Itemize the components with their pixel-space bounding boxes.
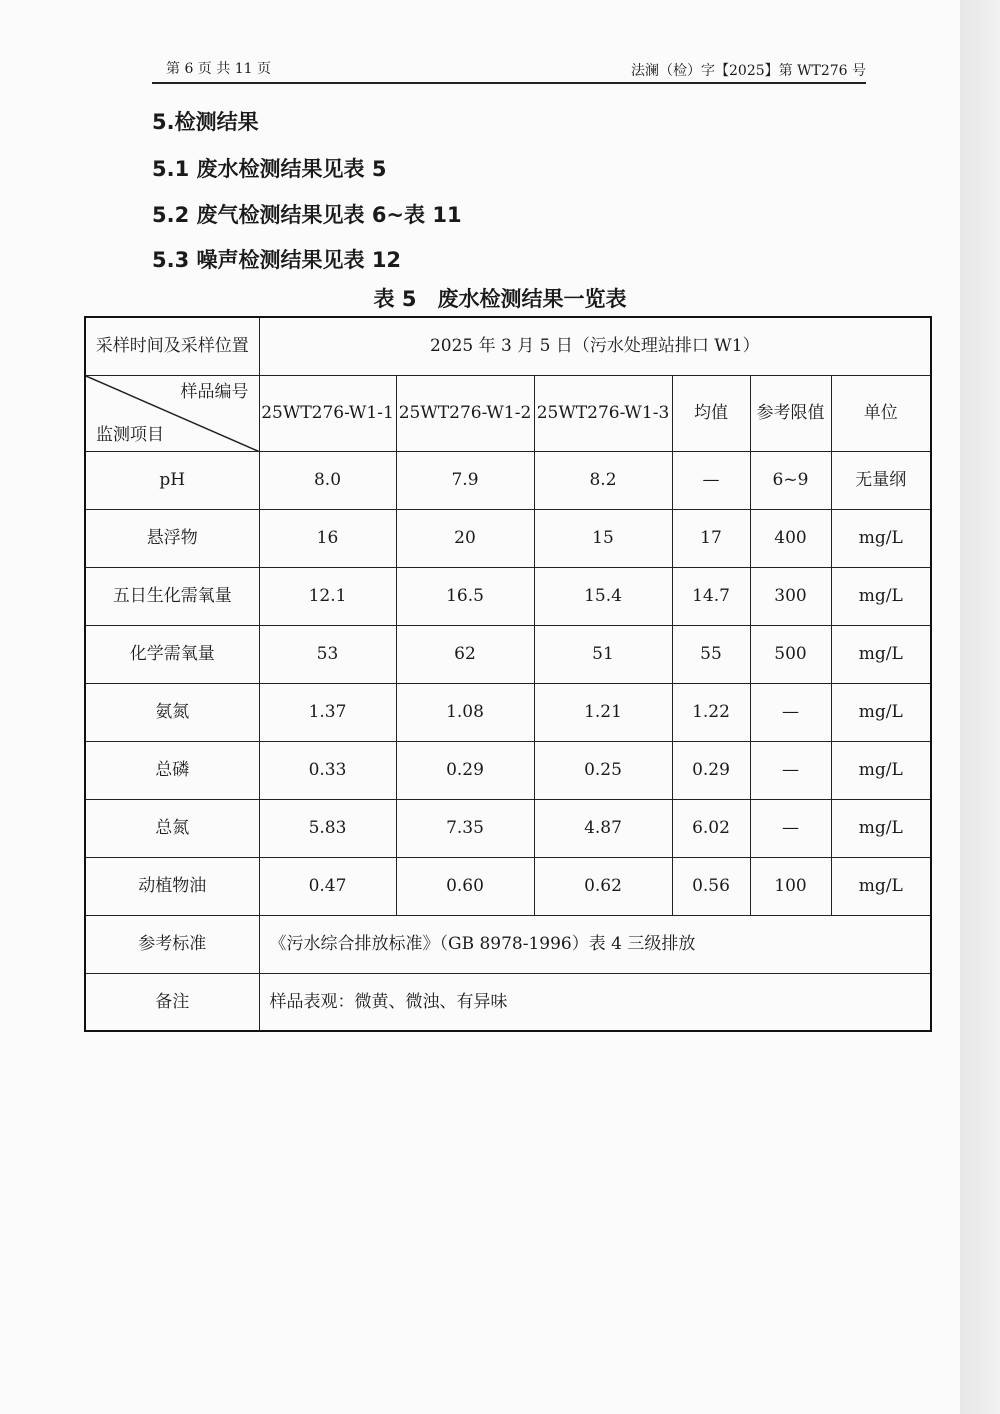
standard-label: 参考标准: [85, 915, 259, 973]
value-1: 8.0: [259, 451, 396, 509]
col-header: 25WT276-W1-3: [534, 375, 672, 451]
col-header: 单位: [831, 375, 931, 451]
item-name: pH: [85, 451, 259, 509]
unit: mg/L: [831, 567, 931, 625]
page-edge: [960, 0, 1000, 1414]
value-1: 16: [259, 509, 396, 567]
table-caption: 表 5 废水检测结果一览表: [373, 287, 627, 311]
value-1: 5.83: [259, 799, 396, 857]
table-row: [85, 509, 931, 567]
item-name: 总氮: [85, 799, 259, 857]
subsection-heading-wastewater: 5.1 废水检测结果见表 5: [152, 157, 387, 181]
value-3: 15: [534, 509, 672, 567]
mean-value: 14.7: [672, 567, 750, 625]
value-3: 8.2: [534, 451, 672, 509]
limit-value: 100: [750, 857, 831, 915]
value-2: 62: [396, 625, 534, 683]
unit: mg/L: [831, 509, 931, 567]
limit-value: —: [750, 683, 831, 741]
col-header: 参考限值: [750, 375, 831, 451]
table-row: [85, 567, 931, 625]
mean-value: 0.29: [672, 741, 750, 799]
value-3: 4.87: [534, 799, 672, 857]
page-number: 第 6 页 共 11 页: [166, 61, 271, 77]
item-name: 悬浮物: [85, 509, 259, 567]
sample-id-label: 样品编号: [180, 381, 249, 402]
value-1: 1.37: [259, 683, 396, 741]
value-1: 0.47: [259, 857, 396, 915]
limit-value: 500: [750, 625, 831, 683]
value-2: 0.60: [396, 857, 534, 915]
value-3: 1.21: [534, 683, 672, 741]
wastewater-results-table: [84, 316, 932, 1032]
col-header: 均值: [672, 375, 750, 451]
value-2: 0.29: [396, 741, 534, 799]
mean-value: —: [672, 451, 750, 509]
value-1: 0.33: [259, 741, 396, 799]
table-row: [85, 625, 931, 683]
subsection-heading-exhaust: 5.2 废气检测结果见表 6~表 11: [152, 203, 462, 227]
item-name: 总磷: [85, 741, 259, 799]
mean-value: 6.02: [672, 799, 750, 857]
sampling-time-value: 2025 年 3 月 5 日（污水处理站排口 W1）: [259, 317, 931, 375]
value-2: 20: [396, 509, 534, 567]
unit: mg/L: [831, 683, 931, 741]
page-header: [152, 56, 866, 84]
unit: mg/L: [831, 741, 931, 799]
unit: mg/L: [831, 857, 931, 915]
value-2: 16.5: [396, 567, 534, 625]
table-row: [85, 857, 931, 915]
unit: mg/L: [831, 799, 931, 857]
value-2: 7.35: [396, 799, 534, 857]
col-header: 25WT276-W1-1: [259, 375, 396, 451]
remark-label: 备注: [85, 973, 259, 1031]
limit-value: —: [750, 741, 831, 799]
value-1: 53: [259, 625, 396, 683]
mean-value: 1.22: [672, 683, 750, 741]
mean-value: 0.56: [672, 857, 750, 915]
section-heading: 5.检测结果: [152, 110, 259, 134]
item-label: 监测项目: [96, 424, 164, 445]
remark-value: 样品表观：微黄、微浊、有异味: [259, 973, 931, 1031]
limit-value: —: [750, 799, 831, 857]
limit-value: 300: [750, 567, 831, 625]
unit: 无量纲: [831, 451, 931, 509]
item-name: 化学需氧量: [85, 625, 259, 683]
value-2: 7.9: [396, 451, 534, 509]
value-3: 0.25: [534, 741, 672, 799]
subsection-heading-noise: 5.3 噪声检测结果见表 12: [152, 248, 402, 272]
report-number: 法澜（检）字【2025】第 WT276 号: [631, 63, 866, 79]
value-3: 51: [534, 625, 672, 683]
col-header: 25WT276-W1-2: [396, 375, 534, 451]
value-2: 1.08: [396, 683, 534, 741]
value-3: 0.62: [534, 857, 672, 915]
value-3: 15.4: [534, 567, 672, 625]
item-name: 氨氮: [85, 683, 259, 741]
sampling-time-label: 采样时间及采样位置: [85, 317, 259, 375]
table-row: [85, 799, 931, 857]
limit-value: 400: [750, 509, 831, 567]
item-name: 五日生化需氧量: [85, 567, 259, 625]
limit-value: 6~9: [750, 451, 831, 509]
unit: mg/L: [831, 625, 931, 683]
item-name: 动植物油: [85, 857, 259, 915]
mean-value: 55: [672, 625, 750, 683]
standard-value: 《污水综合排放标准》（GB 8978-1996）表 4 三级排放: [259, 915, 931, 973]
mean-value: 17: [672, 509, 750, 567]
diagonal-header-cell: [85, 375, 259, 451]
value-1: 12.1: [259, 567, 396, 625]
table-row: [85, 683, 931, 741]
table-row: [85, 451, 931, 509]
table-row: [85, 741, 931, 799]
